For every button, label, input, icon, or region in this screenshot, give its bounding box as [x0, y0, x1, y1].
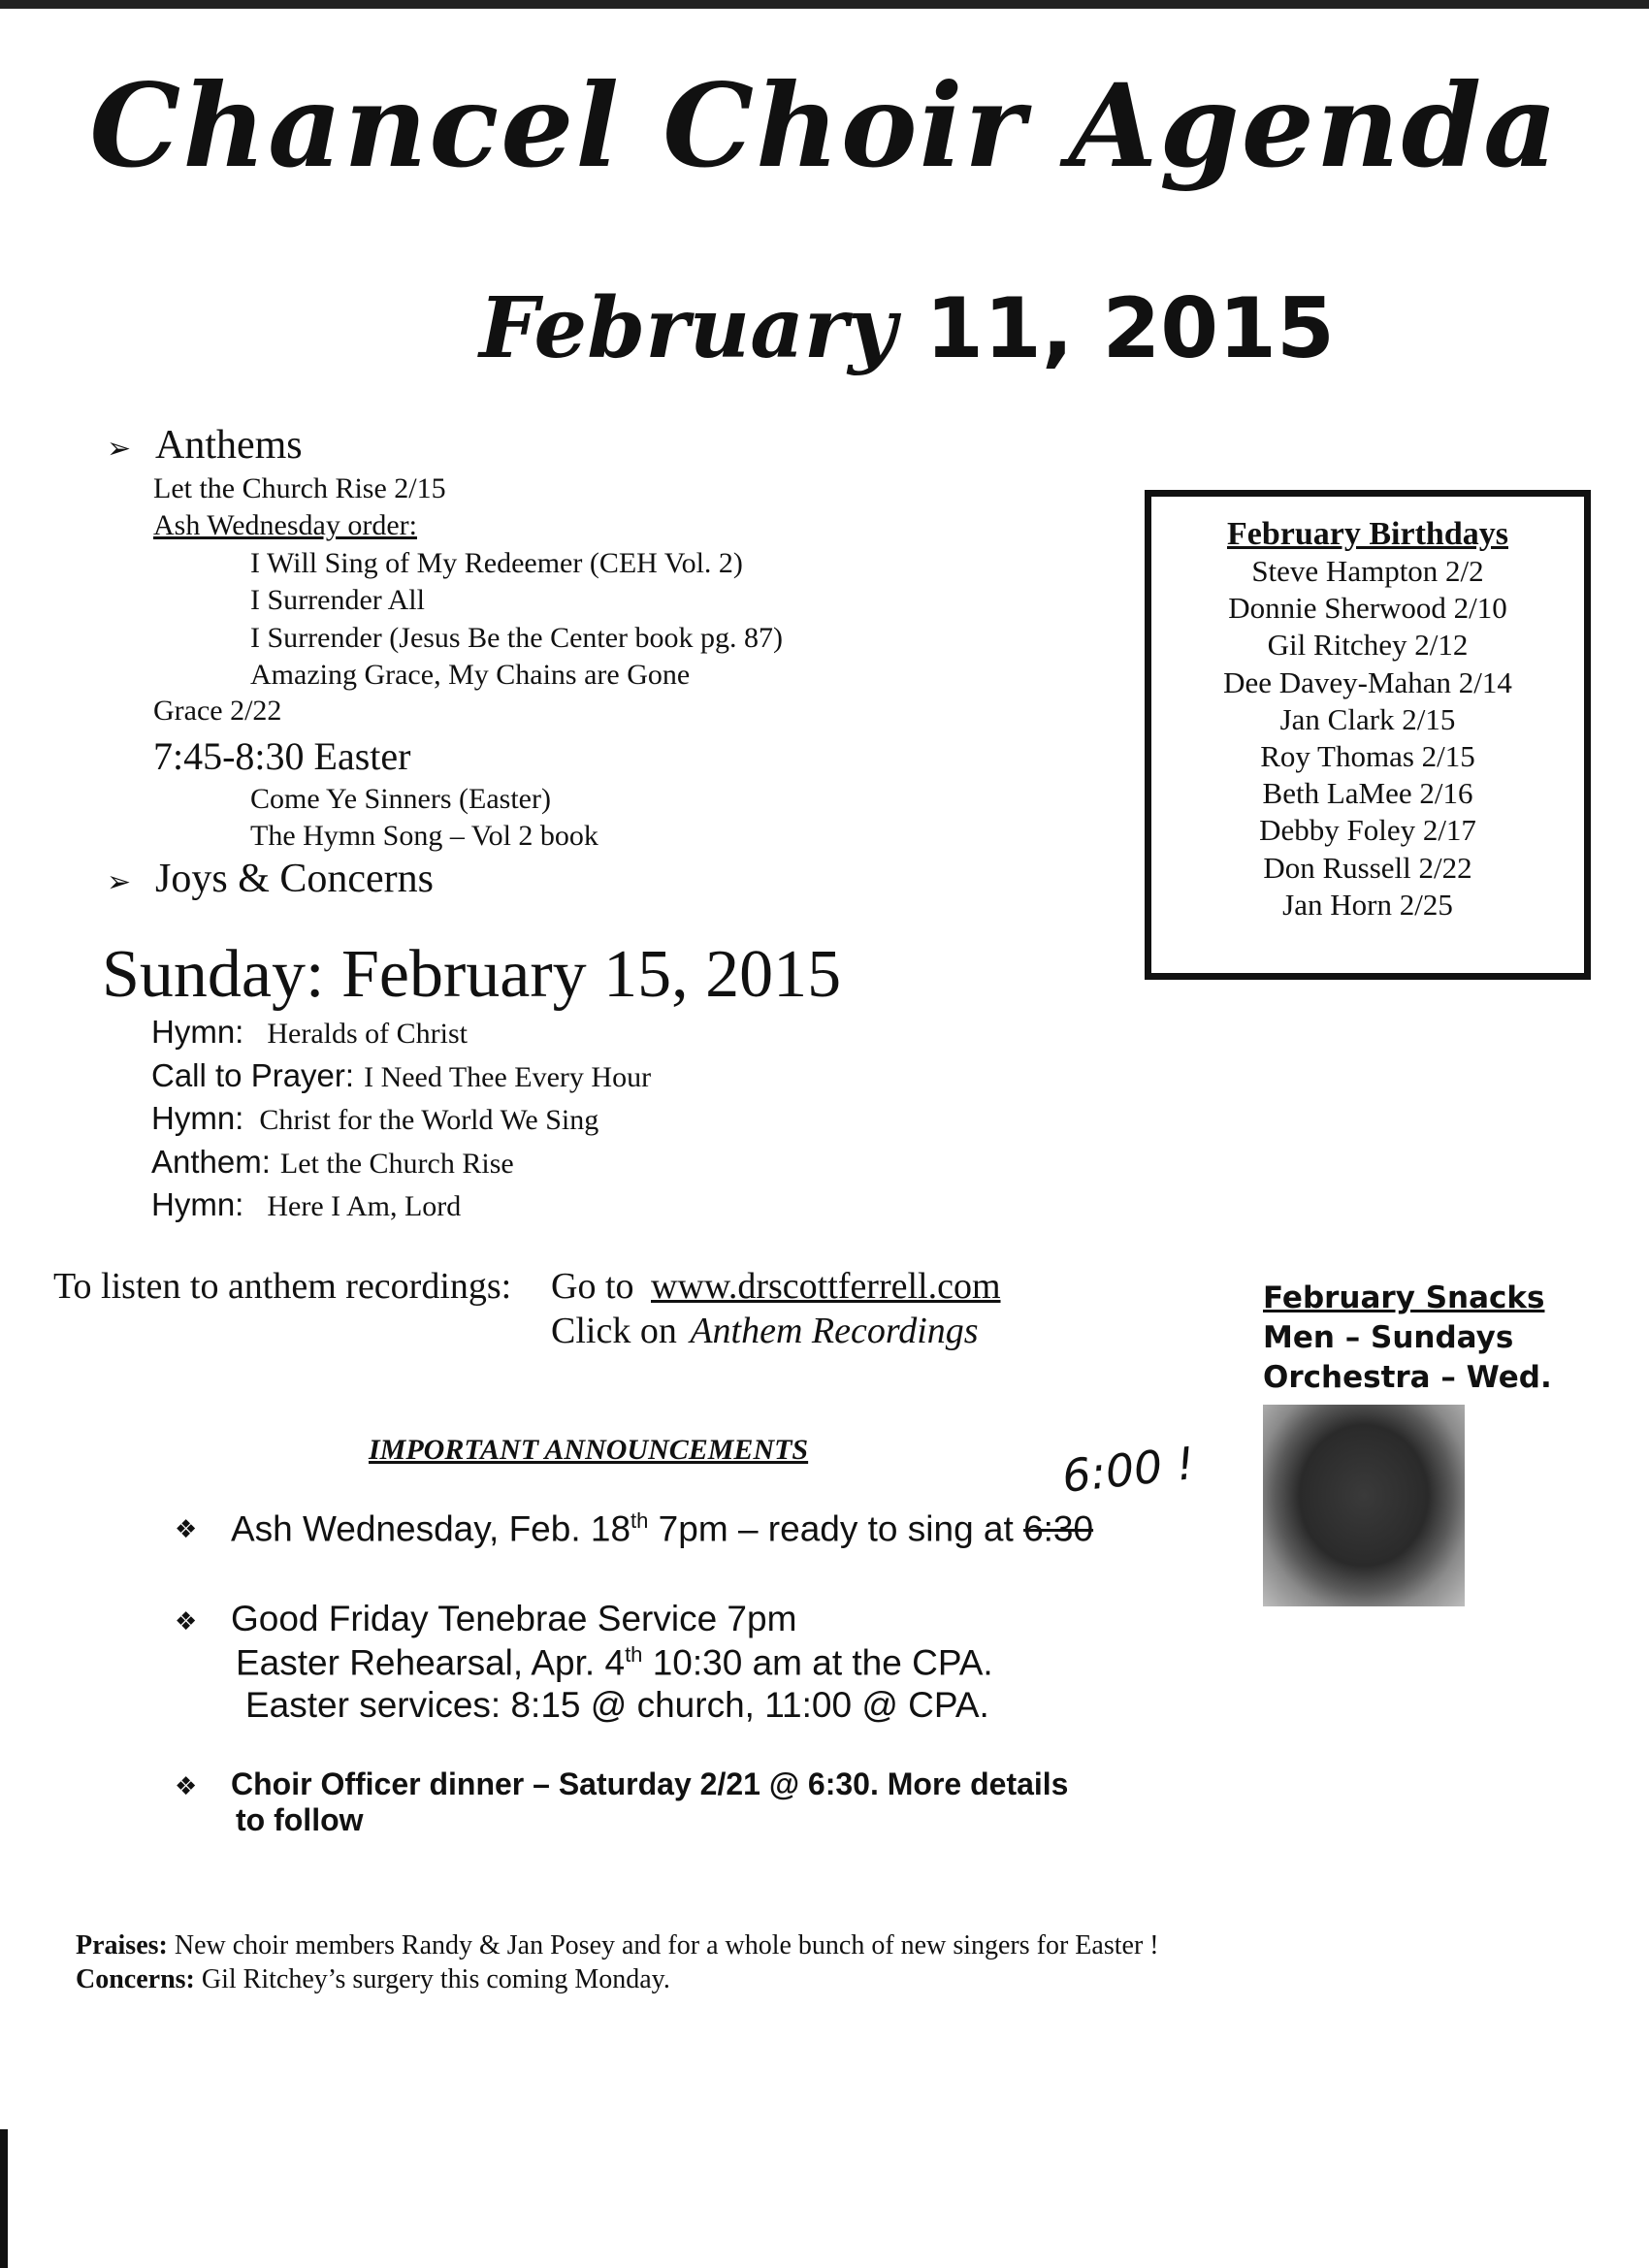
- praises-label: Praises:: [76, 1930, 168, 1960]
- service-row: [151, 1057, 651, 1094]
- diamond-bullet-icon: ❖: [175, 1515, 198, 1544]
- recordings-go-to: [551, 1265, 1001, 1308]
- rehearsal-text-post: 10:30 am at the CPA.: [642, 1642, 993, 1683]
- agenda-date: [0, 279, 1649, 377]
- announcement-easter-services: Easter services: 8:15 @ church, 11:00 @ CPA.: [245, 1685, 989, 1725]
- scan-edge-top: [0, 0, 1649, 9]
- service-value: Let the Church Rise: [279, 1148, 514, 1180]
- birthday-entry: Steve Hampton 2/2: [1251, 554, 1484, 588]
- anthem-recordings-link[interactable]: Anthem Recordings: [690, 1311, 979, 1351]
- ash-wednesday-heading: Ash Wednesday order:: [153, 509, 417, 541]
- ash-item: I Surrender (Jesus Be the Center book pg. 87): [250, 622, 784, 654]
- go-to-text: Go to: [551, 1266, 634, 1307]
- ash-struck-time: 6:30: [1023, 1508, 1094, 1549]
- handwritten-time-note: 6:00 !: [1059, 1437, 1197, 1503]
- snacks-line: Orchestra – Wed.: [1263, 1360, 1552, 1395]
- snacks-block: [1263, 1279, 1552, 1398]
- ash-text: Ash Wednesday, Feb. 18: [231, 1508, 631, 1549]
- service-label: Hymn:: [151, 1014, 244, 1050]
- announcement-dinner-cont: to follow: [236, 1802, 364, 1837]
- birthday-entry: Debby Foley 2/17: [1259, 813, 1476, 848]
- recordings-label: To listen to anthem recordings:: [53, 1266, 512, 1307]
- recordings-click-on: [551, 1310, 979, 1352]
- birthday-entry: Donnie Sherwood 2/10: [1228, 591, 1507, 626]
- anthems-heading: Anthems: [155, 423, 303, 468]
- announcement-dinner: Choir Officer dinner – Saturday 2/21 @ 6:30. More details: [231, 1766, 1069, 1801]
- concerns-line: [76, 1964, 670, 1995]
- concerns-label: Concerns:: [76, 1964, 195, 1994]
- announcement-good-friday: Good Friday Tenebrae Service 7pm: [231, 1599, 797, 1638]
- diamond-bullet-icon: ❖: [175, 1607, 198, 1636]
- snacks-title: February Snacks: [1263, 1280, 1545, 1315]
- praises-text: New choir members Randy & Jan Posey and for a whole bunch of new singers for Easter !: [167, 1930, 1159, 1960]
- arrow-bullet-icon: ➢: [107, 865, 132, 899]
- ash-sup: th: [630, 1508, 649, 1533]
- service-row: [151, 1100, 598, 1137]
- agenda-date-month: February: [479, 279, 897, 377]
- joys-concerns-heading: Joys & Concerns: [155, 857, 434, 901]
- ash-item: I Will Sing of My Redeemer (CEH Vol. 2): [250, 547, 743, 579]
- service-row: [151, 1144, 514, 1181]
- birthday-entry: Don Russell 2/22: [1263, 850, 1472, 885]
- grace-line: Grace 2/22: [153, 695, 282, 727]
- page-title: Chancel Choir Agenda: [89, 58, 1560, 193]
- birthdays-box: [1145, 490, 1591, 980]
- service-value: Christ for the World We Sing: [259, 1104, 599, 1136]
- sunday-heading: Sunday: February 15, 2015: [102, 937, 842, 1012]
- birthday-entry: Jan Clark 2/15: [1279, 701, 1456, 736]
- announcement-rehearsal: [236, 1642, 993, 1683]
- easter-item: The Hymn Song – Vol 2 book: [250, 820, 598, 852]
- ash-item: Amazing Grace, My Chains are Gone: [250, 659, 691, 691]
- arrow-bullet-icon: ➢: [107, 432, 132, 466]
- service-label: Hymn:: [151, 1186, 244, 1222]
- agenda-date-day-year: 11, 2015: [925, 280, 1335, 377]
- ash-item: I Surrender All: [250, 584, 425, 616]
- rehearsal-text: Easter Rehearsal, Apr. 4: [236, 1642, 626, 1683]
- birthday-entry: Dee Davey-Mahan 2/14: [1223, 664, 1512, 699]
- birthday-entry: Jan Horn 2/25: [1282, 887, 1453, 922]
- snack-bowl-photo: [1263, 1405, 1465, 1606]
- birthday-entry: Beth LaMee 2/16: [1262, 776, 1473, 811]
- birthday-entry: Gil Ritchey 2/12: [1267, 628, 1469, 663]
- scan-edge-left: [0, 2129, 8, 2268]
- announcements-heading: IMPORTANT ANNOUNCEMENTS: [369, 1434, 809, 1466]
- birthdays-title: February Birthdays: [1227, 516, 1508, 552]
- service-value: Heralds of Christ: [267, 1018, 468, 1050]
- service-label: Anthem:: [151, 1144, 271, 1180]
- easter-heading: 7:45-8:30 Easter: [153, 734, 411, 778]
- service-row: [151, 1186, 461, 1223]
- recordings-url-link[interactable]: www.drscottferrell.com: [651, 1266, 1001, 1307]
- service-value: I Need Thee Every Hour: [364, 1061, 652, 1093]
- ash-text-post: 7pm – ready to sing at: [648, 1508, 1024, 1549]
- service-value: Here I Am, Lord: [267, 1190, 462, 1222]
- easter-item: Come Ye Sinners (Easter): [250, 783, 551, 815]
- click-on-text: Click on: [551, 1311, 677, 1351]
- service-label: Call to Prayer:: [151, 1057, 355, 1093]
- birthday-entry: Roy Thomas 2/15: [1260, 739, 1475, 774]
- snacks-line: Men – Sundays: [1263, 1320, 1514, 1355]
- service-row: [151, 1014, 468, 1051]
- anthem-line: Let the Church Rise 2/15: [153, 472, 446, 504]
- announcement-ash-wednesday: [231, 1508, 1093, 1549]
- service-label: Hymn:: [151, 1100, 244, 1136]
- diamond-bullet-icon: ❖: [175, 1772, 198, 1801]
- rehearsal-sup: th: [625, 1642, 643, 1667]
- praises-line: [76, 1930, 1159, 1961]
- concerns-text: Gil Ritchey’s surgery this coming Monday.: [194, 1964, 670, 1994]
